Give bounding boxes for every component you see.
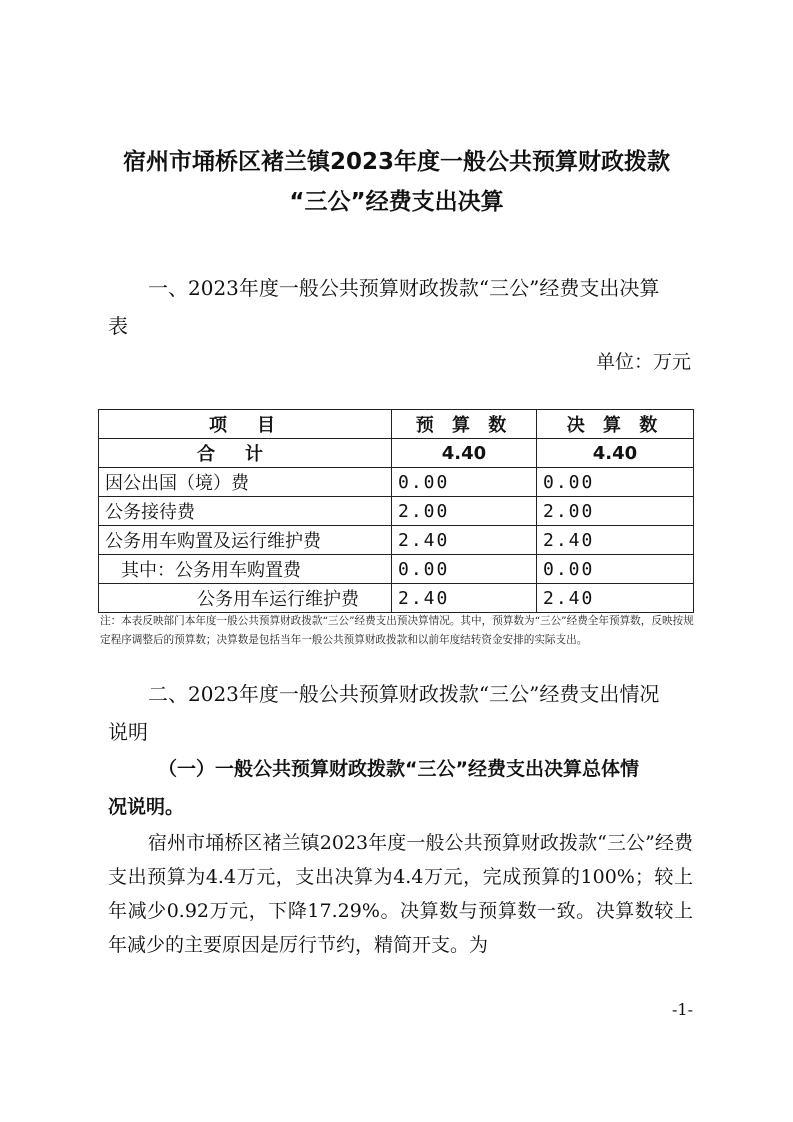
- row-budget: 2.00: [392, 497, 537, 526]
- row-budget: 2.40: [392, 584, 537, 613]
- table-row: [99, 584, 694, 613]
- row-budget: 0.00: [392, 555, 537, 584]
- total-budget: 4.40: [392, 439, 537, 468]
- header-final: 决 算 数: [537, 410, 694, 439]
- header-budget: 预 算 数: [392, 410, 537, 439]
- row-budget: 0.00: [392, 468, 537, 497]
- row-label: 因公出国（境）费: [99, 468, 392, 497]
- row-final: 0.00: [537, 468, 694, 497]
- total-final: 4.40: [537, 439, 694, 468]
- budget-table: [98, 409, 694, 613]
- table-row: [99, 497, 694, 526]
- table-total-row: [99, 439, 694, 468]
- document-title-line2: “三公”经费支出决算: [289, 189, 504, 215]
- table-note: 注：本表反映部门本年度一般公共预算财政拨款“三公”经费支出预决算情况。其中，预算数为“三公”经费全年预算数，反映按规定程序调整后的预算数；决算数是包括当年一般公共预算财政拨款和以前年度结转资金安排的实际支出。: [100, 615, 694, 646]
- unit-label: 单位：万元: [595, 351, 691, 373]
- table-header-row: [99, 410, 694, 439]
- row-label: 公务用车运行维护费: [99, 584, 392, 613]
- section2-heading-cont: 说明: [108, 720, 148, 744]
- subsection1-heading-cont: 况说明。: [108, 796, 185, 818]
- table-row: [99, 555, 694, 584]
- page-number: -1-: [672, 1000, 693, 1019]
- row-final: 2.40: [537, 584, 694, 613]
- row-final: 2.00: [537, 497, 694, 526]
- row-final: 0.00: [537, 555, 694, 584]
- section1-heading-cont: 表: [108, 314, 128, 338]
- table-row: [99, 526, 694, 555]
- row-final: 2.40: [537, 526, 694, 555]
- row-label: 公务用车购置及运行维护费: [99, 526, 392, 555]
- row-label: 其中：公务用车购置费: [99, 555, 392, 584]
- body-paragraph: 宿州市埇桥区褚兰镇2023年度一般公共预算财政拨款“三公”经费支出预算为4.4万元，支出决算为4.4万元，完成预算的100%；较上年减少0.92万元，下降17.29%。决算数与预算数一致。决算数较上年减少的主要原因是厉行节约，精简开支。为: [108, 832, 693, 956]
- total-label: 合计: [99, 439, 392, 468]
- section2-heading: 二、2023年度一般公共预算财政拨款“三公”经费支出情况: [148, 682, 660, 706]
- row-label: 公务接待费: [99, 497, 392, 526]
- table-row: [99, 468, 694, 497]
- section1-heading: 一、2023年度一般公共预算财政拨款“三公”经费支出决算: [148, 276, 660, 300]
- subsection1-heading: （一）一般公共预算财政拨款“三公”经费支出决算总体情: [158, 758, 639, 780]
- document-title-line1: 宿州市埇桥区褚兰镇2023年度一般公共预算财政拨款: [122, 149, 670, 175]
- row-budget: 2.40: [392, 526, 537, 555]
- header-item: 项 目: [99, 410, 392, 439]
